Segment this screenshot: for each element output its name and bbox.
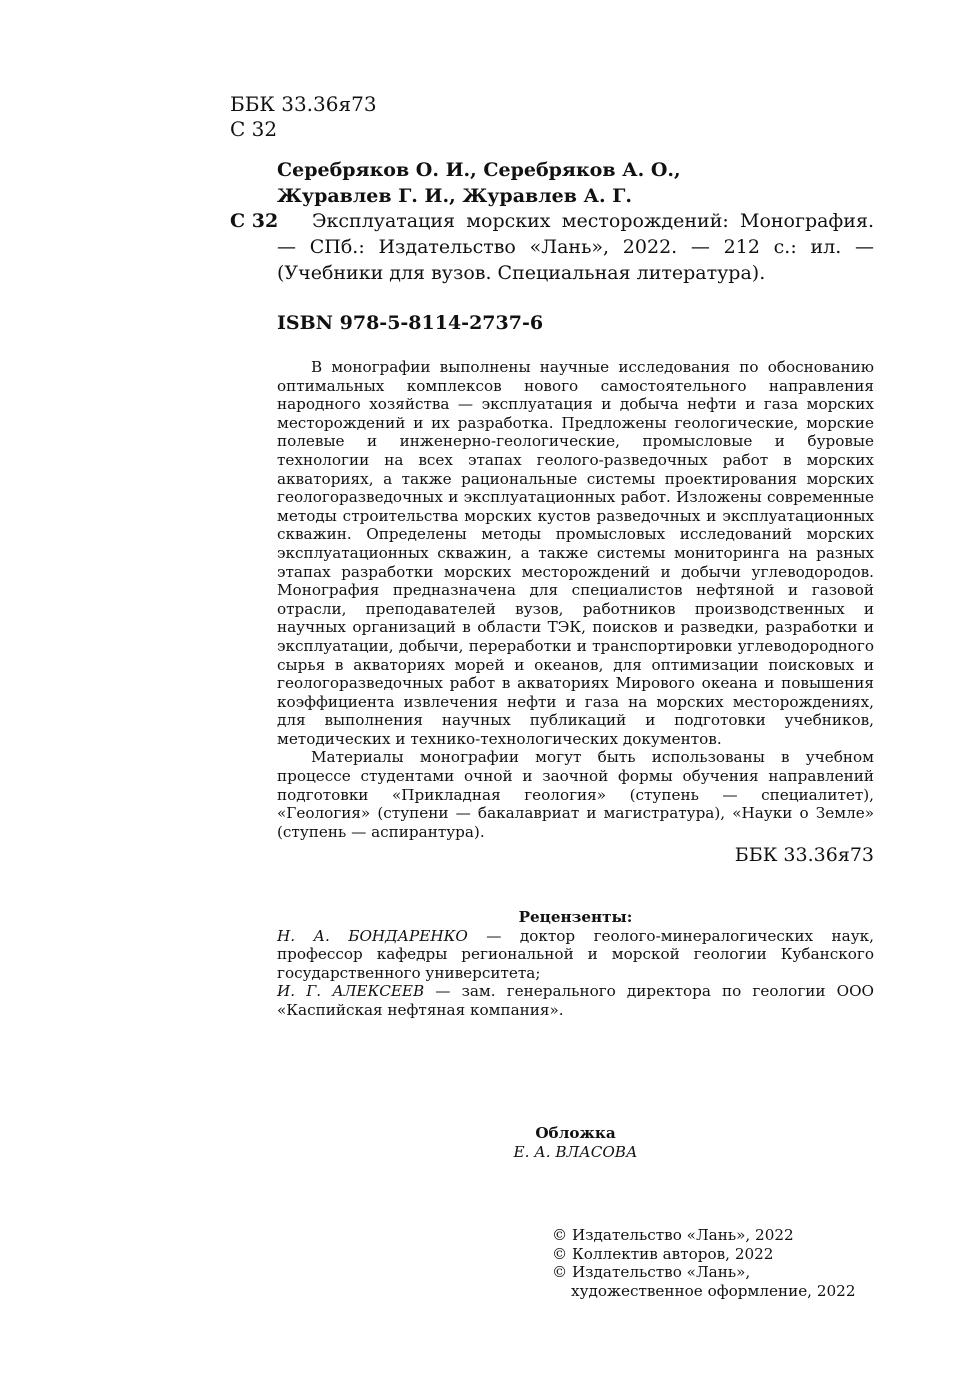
reviewer-2-text: — зам. генерального директора по геологии ООО «Каспийская нефтяная компания». bbox=[277, 982, 874, 1019]
reviewer-1 bbox=[277, 927, 874, 983]
isbn: ISBN 978-5-8114-2737-6 bbox=[277, 312, 544, 334]
author-sign: С 32 bbox=[230, 117, 278, 141]
reviewers-title: Рецензенты: bbox=[518, 908, 633, 926]
reviewer-1-name: Н. А. БОНДАРЕНКО bbox=[277, 926, 468, 945]
annotation bbox=[277, 358, 874, 841]
cover-label: Обложка bbox=[535, 1124, 616, 1142]
bbk-header bbox=[230, 92, 377, 142]
bibliographic-citation: Эксплуатация морских месторождений: Монография. — СПб.: Издательство «Лань», 2022. — 212 с.: ил. — (Учебники для вузов. Специальная литература). bbox=[277, 210, 874, 284]
catalog-code: С 32 bbox=[230, 210, 279, 232]
copyright-block bbox=[552, 1226, 856, 1300]
bbk-footer: ББК 33.36я73 bbox=[734, 844, 874, 866]
copyright-line-3: © Издательство «Лань», bbox=[552, 1263, 751, 1282]
copyright-line-4: художественное оформление, 2022 bbox=[571, 1281, 856, 1300]
copyright-line-1: © Издательство «Лань», 2022 bbox=[552, 1226, 794, 1244]
reviewers bbox=[277, 908, 874, 1020]
annotation-paragraph-2: Материалы монографии могут быть использованы в учебном процессе студентами очной и заочной формы обучения направлений подготовки «Прикладная геология» (ступень — специалитет), «Геология» (ступени — бакалавриат и магистратура), «Науки о Земле» (ступень — аспирантура). bbox=[277, 748, 874, 841]
copyright-line-2: © Коллектив авторов, 2022 bbox=[552, 1244, 774, 1263]
reviewer-2-name: И. Г. АЛЕКСЕЕВ bbox=[277, 982, 425, 1001]
authors bbox=[277, 157, 681, 209]
authors-line-1: Серебряков О. И., Серебряков А. О., bbox=[277, 159, 681, 181]
cover-designer: Е. А. ВЛАСОВА bbox=[513, 1142, 638, 1161]
reviewer-2 bbox=[277, 982, 874, 1019]
bbk-index: ББК 33.36я73 bbox=[230, 92, 377, 116]
reviewer-1-text: — доктор геолого-минералогических наук, профессор кафедры региональной и морской геологии Кубанского государственного университета; bbox=[277, 926, 874, 982]
cover-credit bbox=[277, 1124, 874, 1161]
authors-line-2: Журавлев Г. И., Журавлев А. Г. bbox=[277, 185, 632, 207]
annotation-paragraph-1: В монографии выполнены научные исследования по обоснованию оптимальных комплексов нового самостоятельного направления народного хозяйства — эксплуатация и добыча нефти и газа морских месторождений и их разработка. Предложены геологические, морские полевые и инженерно-геологические, промысловые и буровые технологии на всех этапах геолого-разведочных работ в морских акваториях, а также рациональные системы проектирования морских геологоразведочных и эксплуатационных работ. Изложены современные методы строительства морских кустов разведочных и эксплуатационных скважин. Определены методы промысловых исследований морских эксплуатационных скважин, а также системы мониторинга на разных этапах разработки морских месторождений и добычи углеводородов. Монография предназначена для специалистов нефтяной и газовой отрасли, преподавателей вузов, работников производственных и научных организаций в области ТЭК, поисков и разведки, разработки и эксплуатации, добычи, переработки и транспортировки углеводородного сырья в акваториях морей и океанов, для оптимизации поисковых и геологоразведочных работ в акваториях Мирового океана и повышения коэффициента извлечения нефти и газа на морских месторождениях, для выполнения научных публикаций и подготовки учебников, методических и технико-технологических документов. bbox=[277, 358, 874, 748]
